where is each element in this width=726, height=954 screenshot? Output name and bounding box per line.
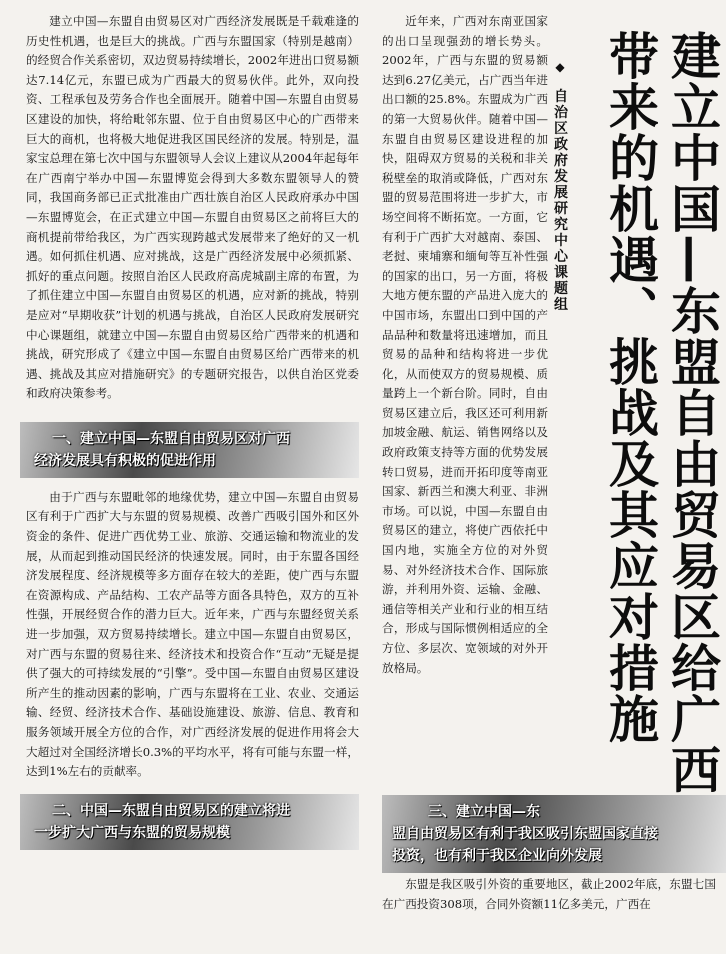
title-block	[590, 30, 725, 830]
section-1-heading-line-1: 一、建立中国—东盟自由贸易区对广西	[52, 430, 290, 447]
section-3-column	[382, 875, 716, 914]
section-2-heading-line-1: 二、中国—东盟自由贸易区的建立将进	[52, 802, 290, 819]
article-title	[599, 30, 723, 795]
title-line-1: 建立中国—东盟自由贸易区给广西	[663, 30, 721, 795]
byline-text: 自治区政府发展研究中心课题组	[552, 88, 568, 313]
section-3-body: 东盟是我区吸引外资的重要地区，截止2002年底，东盟七国在广西投资308项，合同外资额11亿多美元，广西在	[382, 877, 716, 911]
section-3-heading-line-3: 投资，也有利于我区企业向外发展	[392, 848, 602, 864]
section-2-heading	[20, 794, 359, 850]
left-column	[26, 12, 359, 860]
middle-column	[382, 12, 548, 678]
section-1-heading-line-2: 经济发展具有积极的促进作用	[34, 452, 216, 469]
intro-paragraph: 建立中国—东盟自由贸易区对广西经济发展既是千载难逢的历史性机遇，也是巨大的挑战。广西与东盟国家（特别是越南）的经贸合作关系密切，双边贸易持续增长，2002年进出口贸易额达7.14亿元，东盟已成为广西最大的贸易伙伴。此外，双向投资、工程承包及劳务合作也全面展开。随着中国—东盟自由贸易区建设的加快，将给毗邻东盟、位于自由贸易区中心的广西带来巨大的商机，也将极大地促进我区国民经济的发展。特别是，温家宝总理在第七次中国与东盟领导人会议上建议从2004年起每年在广西南宁举办中国—东盟博览会得到大多数东盟领导人的赞同，我国商务部已正式批准由广西壮族自治区人民政府承办中国—东盟博览会，在正式建立中国—东盟自由贸易区之前将巨大的商机提前带给我区，为广西实现跨越式发展带来了绝好的又一机遇。如何抓住机遇、应对挑战，这是广西经济发展中必须抓紧、抓好的重点问题。按照自治区人民政府高虎城副主席的布置，为了抓住建立中国—东盟自由贸易区的机遇，应对新的挑战，特别是应对“早期收获”计划的机遇与挑战，自治区人民政府发展研究中心课题组，就建立中国—东盟自由贸易区给广西带来的机遇和挑战，研究形成了《建立中国—东盟自由贸易区给广西带来的机遇、挑战及其应对措施研究》的专题研究报告，以供自治区党委和政府决策参考。	[26, 14, 359, 401]
title-line-2: 带来的机遇、挑战及其应对措施	[601, 30, 659, 744]
section-3-heading-line-2: 盟自由贸易区有利于我区吸引东盟国家直接	[392, 826, 658, 842]
section-1-heading	[20, 422, 359, 478]
section-3-heading	[382, 795, 726, 873]
section-3-heading-line-1: 三、建立中国—东	[428, 804, 540, 820]
section-2-heading-line-2: 一步扩大广西与东盟的贸易规模	[34, 824, 230, 841]
section-2-body: 近年来，广西对东南亚国家的出口呈现强劲的增长势头。2002年，广西与东盟的贸易额达到6.27亿美元，占广西当年进出口额的25.8%。东盟成为广西的第一大贸易伙伴。随着中国—东盟自由贸易区建设进程的加快，阻碍双方贸易的关税和非关税壁垒的取消或降低，广西对东盟的贸易范围将进一步扩大，市场空间将不断拓宽。一方面，它有利于广西扩大对越南、泰国、老挝、柬埔寨和缅甸等互补性强的国家的出口，另一方面，将极大地方便东盟的产品进入庞大的中国市场，东盟出口到中国的产品品种和数量将迅速增加，而且贸易的品种和结构将进一步优化，从而使双方的贸易规模、质量跨上一个新台阶。同时，自由贸易区建立后，我区还可利用新加坡金融、航运、销售网络以及政府政策支持等方面的优势发展转口贸易，进而开拓印度等南亚国家、新西兰和澳大利亚、非洲市场。可以说，中国—东盟自由贸易区的建立，将使广西依托中国内地，实施全方位的对外贸易、对外经济技术合作、国际旅游，并利用外资、运输、金融、通信等相关产业和行业的相互结合，形成与国际惯例相适应的全方位、多层次、宽领域的对外开放格局。	[382, 14, 548, 675]
section-1-body: 由于广西与东盟毗邻的地缘优势，建立中国—东盟自由贸易区有利于广西扩大与东盟的贸易规模、改善广西吸引国外和区外资金的条件、促进广西优势工业、旅游、交通运输和物流业的发展，从而起到推动国民经济的快速发展。同时，由于东盟各国经济发展程度、经济规模等多方面存在较大的差距，使广西与东盟在资源构成、产品结构、工农产品等方面各具特色，双方的互补性强，开展经贸合作的潜力巨大。近年来，广西与东盟经贸关系进一步加强，双方贸易持续增长。建立中国—东盟自由贸易区，对广西与东盟的贸易往来、经济技术和投资合作“互动”无疑是提供了强大的可持续发展的“引擎”。受中国—东盟自由贸易区建设所产生的推动因素的影响，广西与东盟将在工业、农业、交通运输、经贸、经济技术合作、基础设施建设、旅游、信息、教育和服务领域开展全方位的合作，对广西经济发展的促进作用将会大大超过对全国经济增长0.3%的平均水平，将有可能与东盟一样，达到1%左右的贡献率。	[26, 489, 359, 779]
byline	[550, 60, 570, 313]
diamond-icon: ◆	[553, 60, 567, 76]
